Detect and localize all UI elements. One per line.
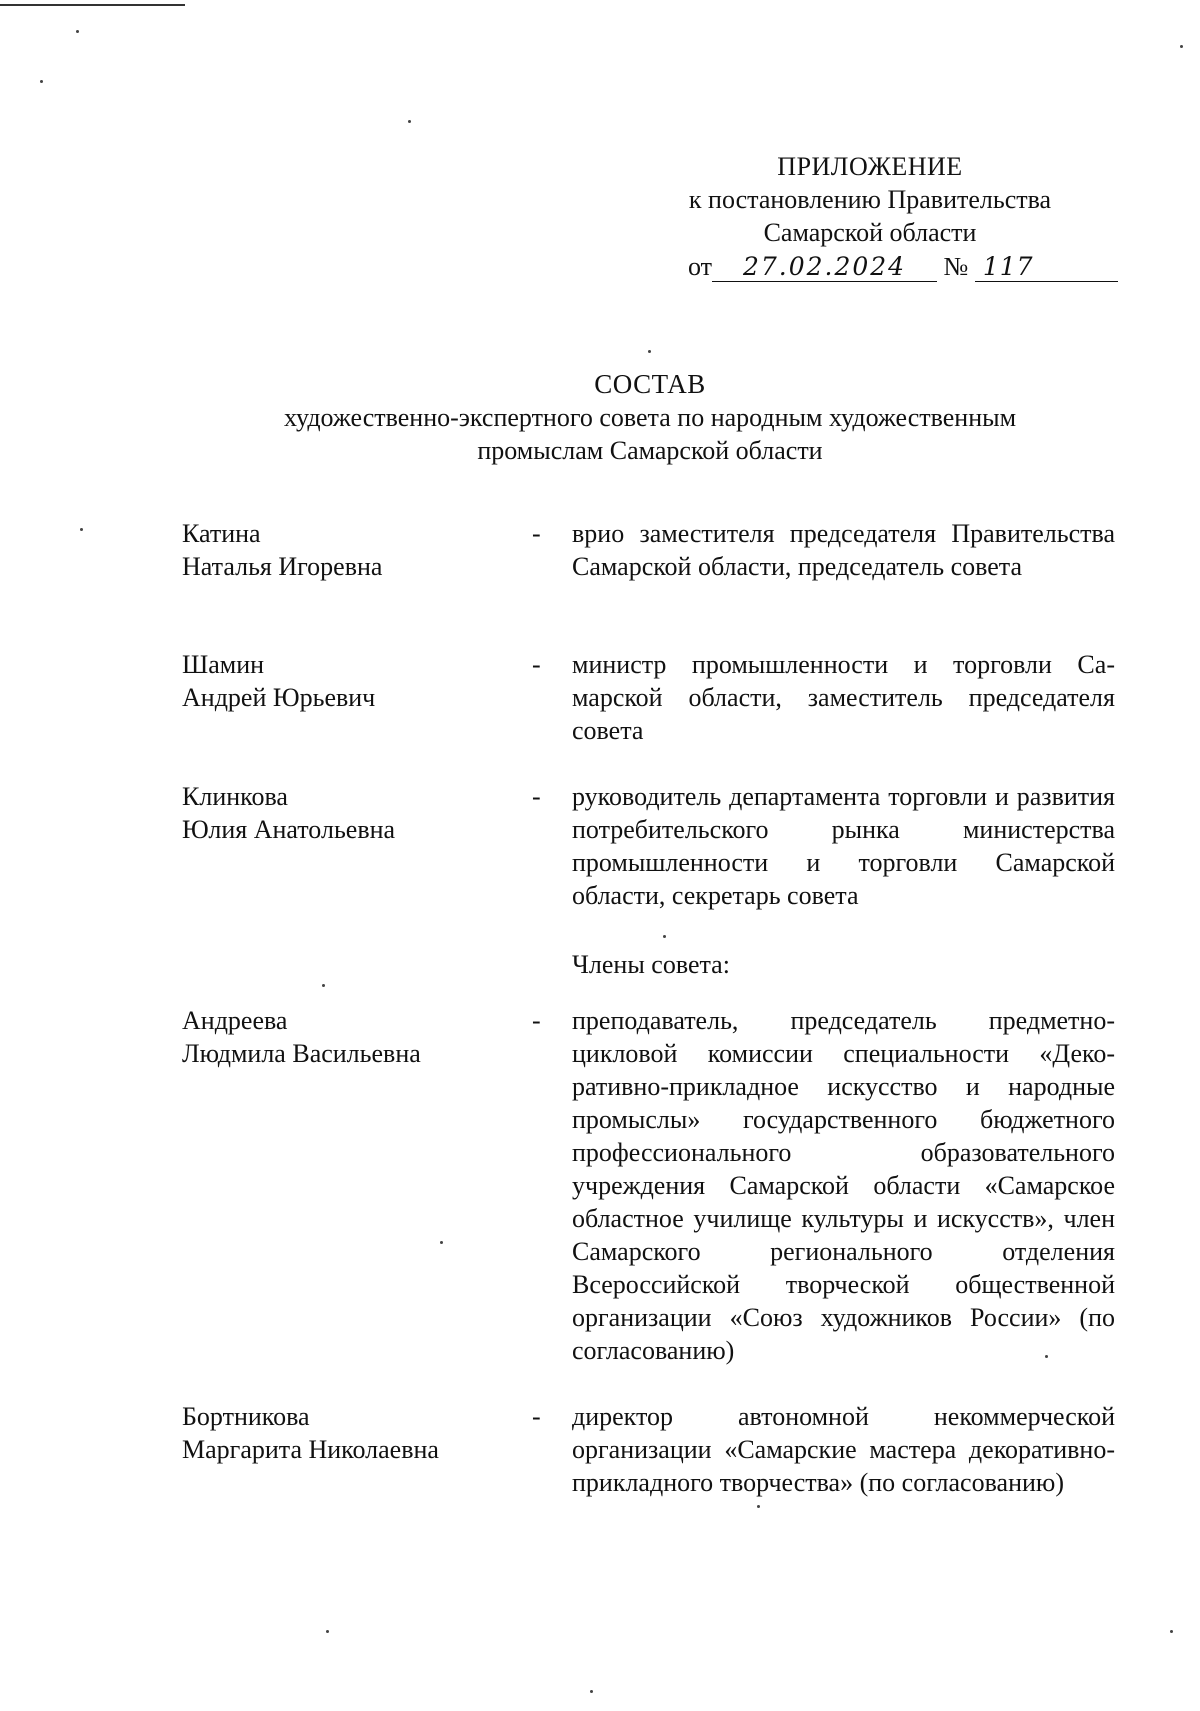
date-prefix: от	[688, 252, 713, 281]
member-given-names: Юлия Анатольевна	[182, 815, 396, 844]
heading-title: СОСТАВ	[594, 369, 706, 399]
member-given-names: Андрей Юрьевич	[182, 683, 376, 712]
number-prefix: №	[943, 252, 969, 281]
scan-edge-line	[0, 4, 185, 6]
member-dash: -	[532, 519, 541, 548]
appendix-title: ПРИЛОЖЕНИЕ	[777, 152, 963, 181]
scan-speck	[757, 1505, 760, 1508]
appendix-block	[640, 150, 1100, 283]
member-given-names: Людмила Васильевна	[182, 1039, 421, 1068]
member-dash: -	[532, 782, 541, 811]
member-name	[182, 780, 502, 846]
scan-speck	[80, 528, 83, 531]
scan-speck	[590, 1690, 593, 1693]
member-given-names: Маргарита Николаевна	[182, 1435, 439, 1464]
scan-speck	[1180, 45, 1183, 48]
scan-speck	[440, 1241, 443, 1244]
members-section-label: Члены совета:	[572, 950, 730, 979]
member-name	[182, 648, 502, 714]
member-role: врио заместителя председателя Правительства Самарской области, председатель совета	[572, 519, 1115, 581]
member-role: руководитель департамента торговли и развития потребительского рынка министерства промышленности и торговли Самарской области, секретарь совета	[572, 782, 1115, 910]
scan-speck	[76, 30, 79, 33]
member-role: преподаватель, председатель предметно-цикловой комиссии специальности «Декоративно-прикладное искусство и народные промыслы» государственного бюджетного профессионального образовательного учреждения Самарской области «Самарское областное училище культуры и искусств», член Самарского регионального отделения Всероссийской творческой общественной организации «Союз художников России» (по согласованию)	[572, 1006, 1115, 1365]
scan-speck	[40, 80, 43, 83]
scan-speck	[648, 350, 651, 353]
member-role: директор автономной некоммерческой организации «Самарские мастера декоративно-прикладного творчества» (по согласованию)	[572, 1402, 1115, 1497]
scan-speck	[408, 120, 411, 123]
member-name	[182, 517, 502, 583]
handwritten-date: 27.02.2024	[712, 253, 937, 282]
member-given-names: Наталья Игоревна	[182, 552, 383, 581]
member-surname: Андреева	[182, 1006, 288, 1035]
appendix-date-row	[640, 250, 1100, 283]
scan-speck	[322, 984, 325, 987]
member-name	[182, 1004, 502, 1070]
appendix-line-1: к постановлению Правительства	[688, 185, 1052, 214]
handwritten-number: 117	[975, 253, 1118, 282]
scan-speck	[663, 935, 666, 938]
scan-speck	[326, 1630, 329, 1633]
member-dash: -	[532, 650, 541, 679]
scan-speck	[1170, 1630, 1173, 1633]
appendix-line-2: Самарской области	[763, 218, 977, 247]
member-name	[182, 1400, 502, 1466]
document-heading	[200, 368, 1100, 467]
member-dash: -	[532, 1006, 541, 1035]
member-surname: Катина	[182, 519, 261, 548]
member-surname: Бортникова	[182, 1402, 310, 1431]
member-dash: -	[532, 1402, 541, 1431]
heading-subtitle-line-2: промыслам Самарской области	[477, 436, 823, 465]
member-surname: Клинкова	[182, 782, 288, 811]
member-role: министр промышленности и торговли Самарской области, заместитель председателя совета	[572, 650, 1115, 745]
heading-subtitle-line-1: художественно-экспертного совета по народным художественным	[283, 403, 1017, 432]
member-surname: Шамин	[182, 650, 265, 679]
